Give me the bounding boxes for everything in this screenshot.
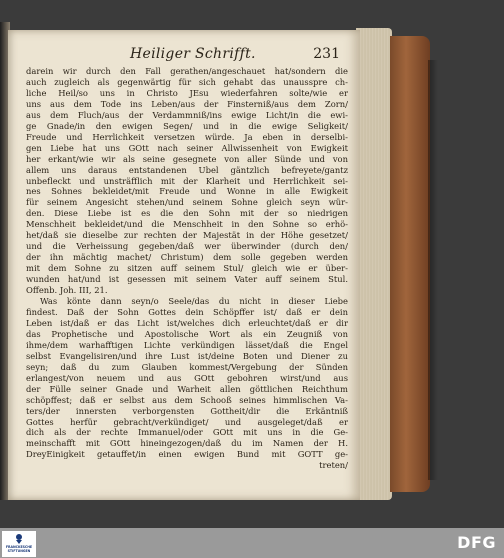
text-line: dich als der rechte Immanuel/oder GOtt mit uns in die Ge- bbox=[26, 427, 348, 438]
text-line: schöpffest; daß er selbst aus dem Schooß seines himmlischen Va- bbox=[26, 394, 348, 405]
text-line: Menschheit bekleidet/und die Menschheit in den Sohne so erhö- bbox=[26, 219, 348, 230]
text-line: Freude und Herrlichkeit versetzen würde. Ja eben in derselbi- bbox=[26, 131, 348, 142]
text-line: Was könte dann seyn/o Seele/das du nicht in dieser Liebe bbox=[40, 296, 348, 307]
dfg-logo[interactable]: DFG bbox=[457, 533, 496, 552]
viewer-footer bbox=[0, 528, 504, 558]
text-line: meinschafft mit GOtt hineingezogen/daß du im Namen der H. bbox=[26, 438, 348, 449]
text-line: selbst Evangelisiren/und ihre Lust ist/deine Boten und Diener zu bbox=[26, 350, 348, 361]
text-line: erlangest/von neuem und aus GOtt gebohren wirst/und aus bbox=[26, 372, 348, 383]
book-cover bbox=[390, 36, 430, 492]
running-title: Heiliger Schrifft. bbox=[130, 46, 256, 62]
text-line: ge Gnade/in den ewigen Segen/ und in die ewige Seligkeit/ bbox=[26, 120, 348, 131]
cover-shadow bbox=[428, 60, 438, 480]
text-line: seyn; daß du zum Glauben kommest/Vergebung der Sünden bbox=[26, 361, 348, 372]
page-number: 231 bbox=[313, 46, 340, 62]
text-line: liche Heil/so uns in Christo JEsu wiederfahren solte/wie er bbox=[26, 87, 348, 98]
text-line: nes Sohnes bekleidet/mit Freude und Wonne in alle Ewigkeit bbox=[26, 186, 348, 197]
text-line: Offenb. Joh. III, 21. bbox=[26, 285, 108, 296]
text-line: treten/ bbox=[319, 460, 348, 471]
text-line: Gottes herfür gebracht/verkündiget/ und ausgeleget/daß er bbox=[26, 416, 348, 427]
institution-logo[interactable] bbox=[2, 531, 36, 557]
text-line: aus dem Fluch/aus der Verdammniß/ins ewige Licht/in die ewi- bbox=[26, 109, 348, 120]
text-line: den. Diese Liebe ist es die den Sohn mit der so niedrigen bbox=[26, 208, 348, 219]
text-line: auch zugleich als gegenwärtig für sich gehabt das unausspre ch- bbox=[26, 76, 348, 87]
page-block-edges bbox=[356, 28, 392, 500]
text-line: het/daß sie dieselbe zur rechten der Majestät in der Höhe gesetzet/ bbox=[26, 230, 348, 241]
text-line: der ihn mächtig machet/ Christum) dem solle gegeben werden bbox=[26, 252, 348, 263]
text-line: der Fülle seiner Gnade und Warheit allen göttlichen Reichthum bbox=[26, 383, 348, 394]
text-line: für seinem Angesicht stehen/und seinem Sohne gleich seyn wür- bbox=[26, 197, 348, 208]
text-line: ters/der innersten verborgensten Gottheit/dir die Erkäntniß bbox=[26, 405, 348, 416]
text-line: uns aus dem Tode ins Leben/aus der Finsterniß/aus dem Zorn/ bbox=[26, 98, 348, 109]
logo-emblem-icon bbox=[13, 533, 25, 545]
text-line: findest. Daß der Sohn Gottes dein Schöpffer ist/ daß er dein bbox=[26, 306, 348, 317]
text-line: her erkant/wie wir als seine gesegnete von aller Sünde und von bbox=[26, 153, 348, 164]
logo-text: FRANCKESCHE STIFTUNGEN bbox=[5, 545, 33, 553]
text-line: gen Liebe hat uns GOtt nach seiner Allwissenheit von Ewigkeit bbox=[26, 142, 348, 153]
page-header bbox=[130, 46, 340, 64]
text-line: allem uns daraus entstandenen Ubel gäntzlich befreyete/gantz bbox=[26, 164, 348, 175]
text-line: DreyEinigkeit getauffet/in einen ewigen Bund mit GOTT ge- bbox=[26, 449, 348, 460]
text-line: wunden hat/und ist gesessen mit seinem Vater auff seinem Stul. bbox=[26, 274, 348, 285]
text-line: unbefleckt und unsträfflich mit der Klarheit und Herrlichkeit sei- bbox=[26, 175, 348, 186]
text-line: und die Verheissung gegeben/daß wer überwinder (durch den/ bbox=[26, 241, 348, 252]
text-line: Leben ist/daß er das Licht ist/welches dich erleuchtet/daß er dir bbox=[26, 317, 348, 328]
text-line: ihme/dem warhafftigen Lichte verkündigen lässet/daß die Engel bbox=[26, 339, 348, 350]
body-text bbox=[26, 66, 348, 471]
text-line: mit dem Sohne zu sitzen auff seinem Stul/ gleich wie er über- bbox=[26, 263, 348, 274]
text-line: darein wir durch den Fall gerathen/angeschauet hat/sondern die bbox=[26, 66, 348, 76]
text-line: das Prophetische und Apostolische Wort als ein Zeugniß von bbox=[26, 328, 348, 339]
